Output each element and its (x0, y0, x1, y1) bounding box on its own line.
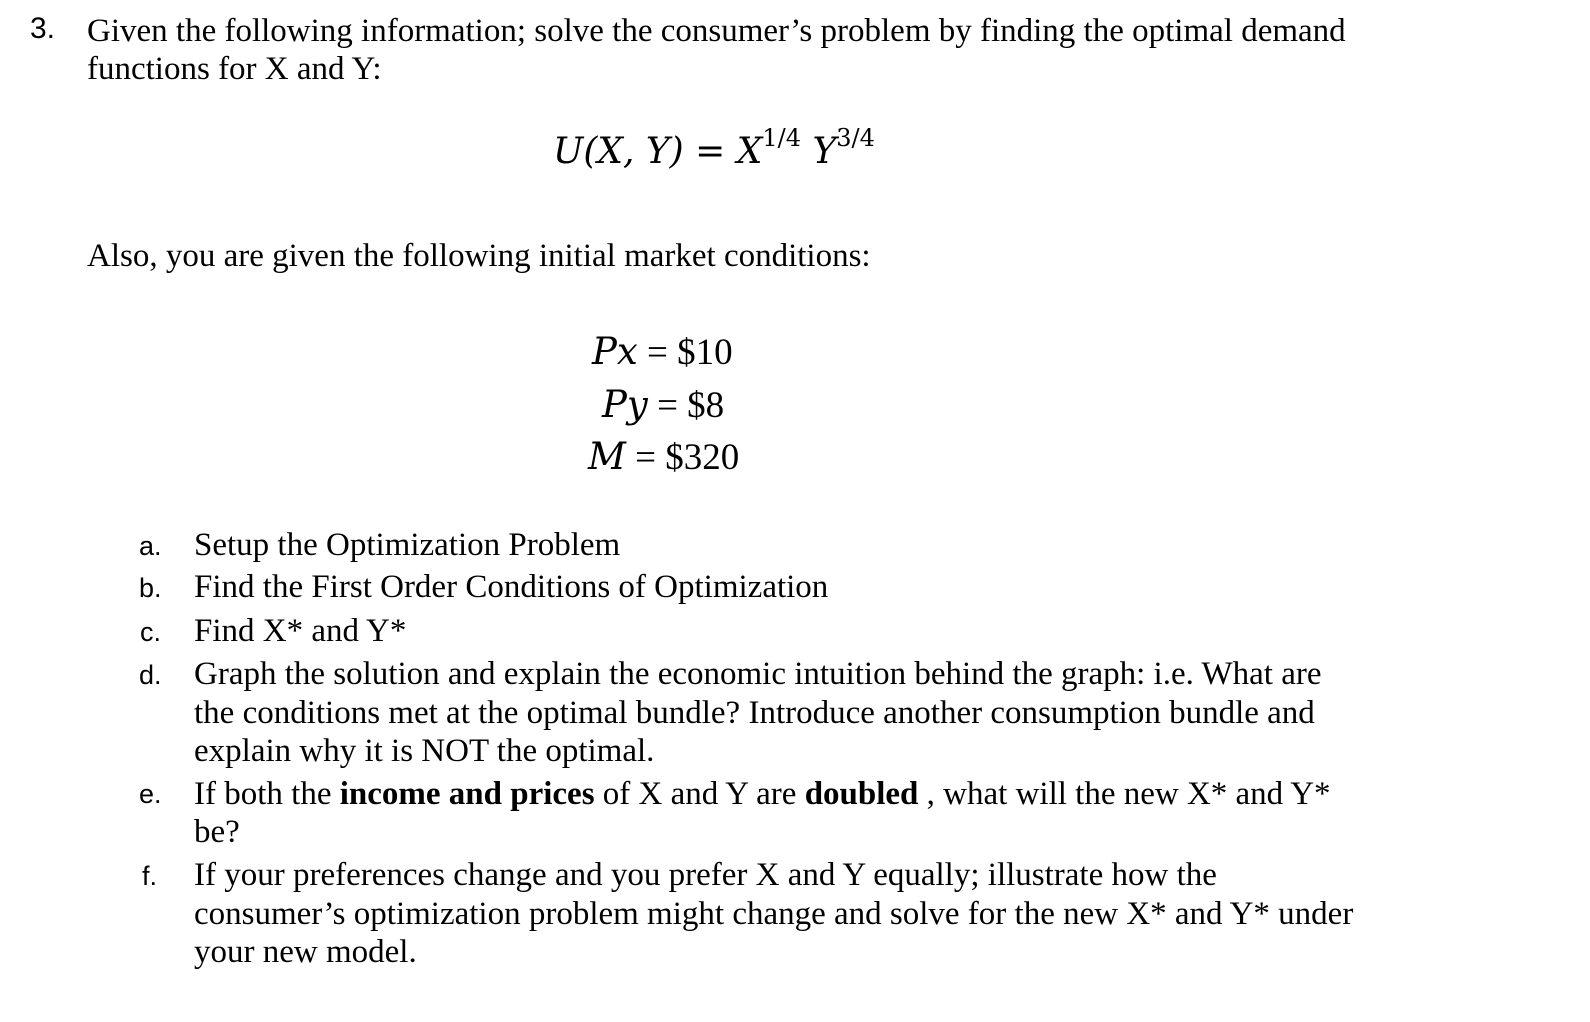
price-y-value: = $8 (647, 385, 725, 426)
part-e-line-1 (194, 775, 1331, 813)
part-b-marker: b. (139, 573, 162, 603)
part-e-line-2: be? (194, 814, 240, 850)
price-y (602, 383, 724, 427)
part-e-post: , what will the new X* and Y* (918, 776, 1331, 812)
price-x (592, 330, 733, 374)
market-intro: Also, you are given the following initial market conditions: (87, 238, 871, 274)
question-number: 3. (30, 12, 56, 45)
part-a-marker: a. (139, 531, 162, 561)
utility-x-exponent: 1/4 (762, 124, 802, 152)
question-intro-line-1: Given the following information; solve the consumer’s problem by finding the optimal demand (87, 13, 1346, 49)
utility-y-base: Y (801, 131, 837, 172)
part-f-line-1: If your preferences change and you prefer X and Y equally; illustrate how the (194, 857, 1217, 893)
part-e-pre: If both the (194, 776, 340, 812)
utility-y-exponent: 3/4 (836, 124, 875, 152)
part-d-line-2: the conditions met at the optimal bundle? Introduce another consumption bundle and (194, 695, 1315, 731)
price-x-value: = $10 (637, 332, 733, 373)
price-y-variable: Py (602, 383, 648, 426)
income-variable: M (588, 435, 626, 478)
price-x-variable: Px (592, 330, 638, 373)
part-d-marker: d. (139, 660, 162, 690)
utility-x-base: X (736, 131, 763, 172)
income-value: = $320 (625, 437, 740, 478)
part-e-bold-doubled: doubled (804, 776, 919, 812)
part-b-text: Find the First Order Conditions of Optimization (194, 569, 829, 605)
question-intro-line-2: functions for X and Y: (87, 51, 382, 87)
part-e-mid: of X and Y are (594, 776, 805, 812)
part-e-marker: e. (139, 779, 162, 809)
part-e-bold-income-prices: income and prices (339, 776, 595, 812)
utility-lhs: U(X, Y) = (553, 131, 737, 172)
part-f-line-3: your new model. (194, 934, 417, 970)
part-d-line-1: Graph the solution and explain the economic intuition behind the graph: i.e. What are (194, 656, 1322, 692)
part-f-marker: f. (142, 861, 158, 891)
part-d-line-3: explain why it is NOT the optimal. (194, 733, 655, 769)
part-f-line-2: consumer’s optimization problem might change and solve for the new X* and Y* under (194, 896, 1354, 932)
part-a-text: Setup the Optimization Problem (194, 527, 621, 563)
part-c-marker: c. (140, 617, 162, 647)
utility-function (553, 124, 875, 172)
income (588, 435, 739, 479)
part-c-text: Find X* and Y* (194, 613, 407, 649)
